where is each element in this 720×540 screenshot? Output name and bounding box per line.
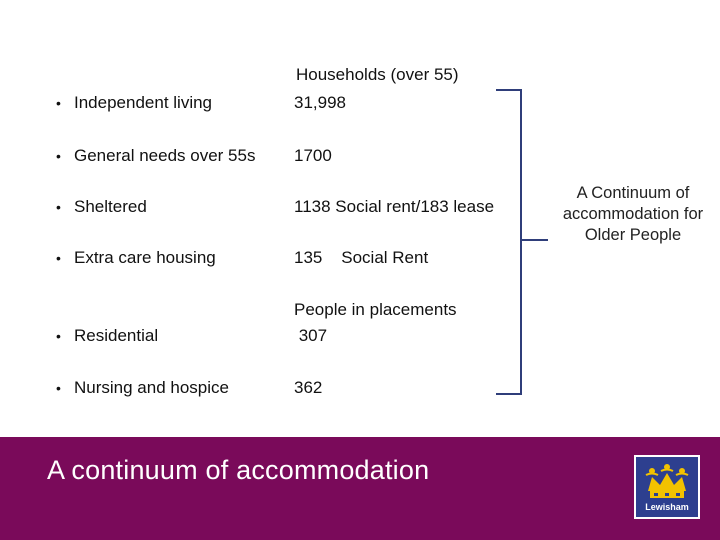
row-value-nursing: 362: [294, 378, 323, 397]
row-label-independent-living: [56, 93, 212, 113]
row-label-text: Nursing and hospice: [74, 378, 229, 397]
continuum-note: A Continuum of accommodation for Older People: [562, 184, 704, 244]
row-label-text: General needs over 55s: [74, 146, 256, 165]
row-value-independent-living: 31,998: [294, 93, 346, 112]
row-label-text: Residential: [74, 326, 159, 345]
households-header: Households (over 55): [296, 65, 459, 84]
bracket-stem: [522, 239, 548, 241]
row-label-residential: [56, 326, 158, 346]
logo-text: Lewisham: [645, 502, 689, 512]
bullet: •: [56, 95, 61, 111]
row-label-sheltered: [56, 197, 147, 217]
bracket-bottom: [496, 393, 522, 395]
row-label-text: Extra care housing: [74, 248, 216, 267]
footer-band: [0, 437, 720, 540]
placements-header: People in placements: [294, 300, 457, 319]
row-label-extra-care: [56, 248, 216, 268]
row-label-text: Sheltered: [74, 197, 147, 216]
row-label-text: Independent living: [74, 93, 213, 112]
crown-icon: [636, 461, 698, 505]
footer-title: A continuum of accommodation: [47, 455, 430, 485]
bullet: •: [56, 250, 61, 266]
bracket-vertical: [520, 89, 522, 395]
row-value-residential: 307: [294, 326, 328, 345]
bullet: •: [56, 328, 61, 344]
row-label-general-needs: [56, 146, 255, 166]
row-value-extra-care: 135 Social Rent: [294, 248, 429, 267]
bullet: •: [56, 148, 61, 164]
lewisham-logo: [634, 455, 700, 519]
bullet: •: [56, 380, 61, 396]
row-value-sheltered: 1138 Social rent/183 lease: [294, 197, 495, 216]
bracket-top: [496, 89, 522, 91]
bullet: •: [56, 199, 61, 215]
row-value-general-needs: 1700: [294, 146, 332, 165]
row-label-nursing: [56, 378, 229, 398]
